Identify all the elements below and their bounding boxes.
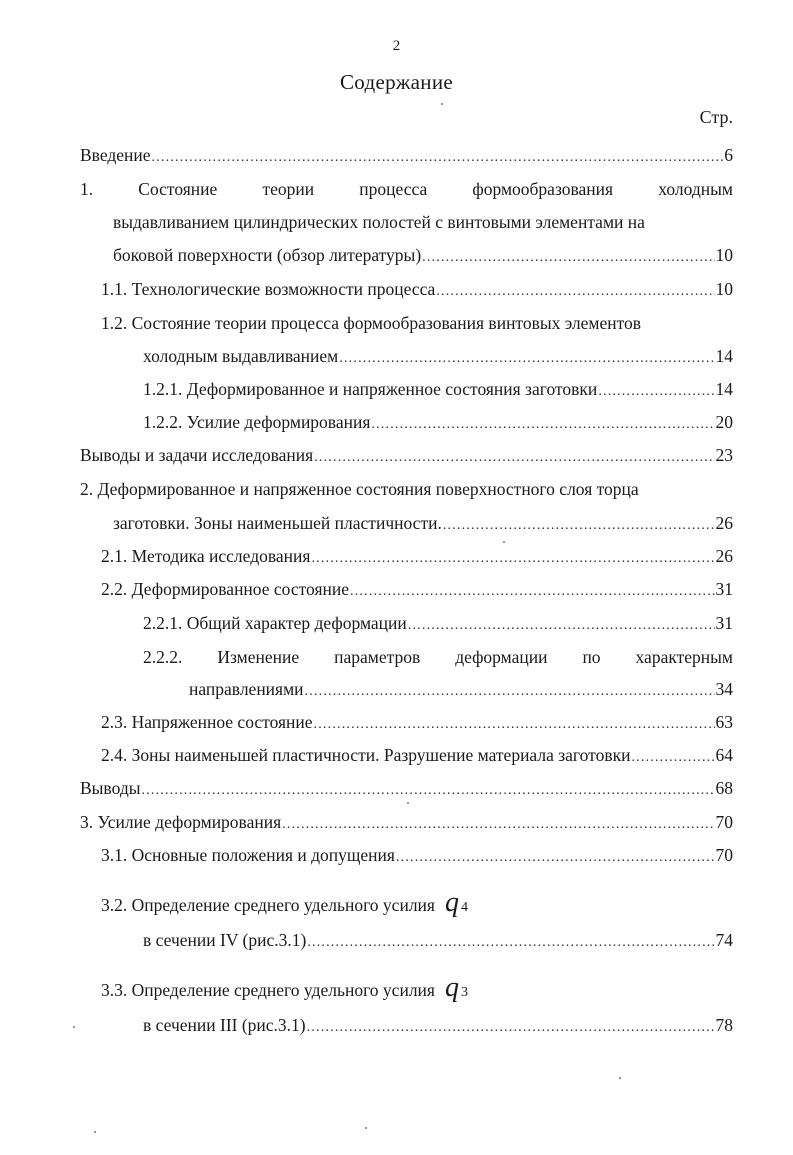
toc-entry-page: 31 (715, 613, 733, 633)
leader-dots (141, 781, 714, 801)
leader-dots (396, 848, 715, 868)
toc-entry-title: 2.2. Деформированное состояние (101, 579, 350, 599)
q-subscript: 4 (460, 900, 468, 915)
word: 2.2.2. (143, 647, 183, 667)
toc-entry-page: 20 (715, 412, 733, 432)
toc-entry-line: 1.2. Состояние теории процесса формообразования винтовых элементов (101, 313, 642, 333)
q-symbol: q (444, 887, 459, 918)
toc-entry (101, 745, 733, 768)
toc-entry (101, 845, 733, 868)
toc-entry-title: 1.1. Технологические возможности процесса (101, 279, 436, 299)
word: Состояние (138, 179, 218, 199)
word: по (582, 647, 601, 667)
toc-entry-page: 26 (715, 513, 733, 533)
toc-entry-title: в сечении III (рис.3.1) (143, 1015, 306, 1035)
toc-entry-title: боковой поверхности (обзор литературы) (113, 245, 422, 265)
toc-entry-title: 3.3. Определение среднего удельного усилия (101, 980, 435, 1000)
scan-speck (441, 103, 443, 105)
toc-entry-line: выдавливанием цилиндрических полостей с винтовыми элементами на (113, 212, 645, 232)
toc-entry (101, 546, 733, 569)
leader-dots (350, 582, 714, 602)
word: деформации (455, 647, 548, 667)
toc-entry (143, 379, 733, 402)
leader-dots (314, 448, 714, 468)
toc-entry-title: Введение (80, 145, 151, 165)
word: формообразования (472, 179, 614, 199)
toc-entry-title: направлениями (189, 679, 304, 699)
scan-speck (503, 541, 505, 543)
toc-entry-line (143, 1015, 733, 1038)
toc-entry-title: Выводы (80, 778, 141, 798)
toc-entry-title: в сечении IV (рис.3.1) (143, 930, 307, 950)
toc-entry-title: холодным выдавливанием (143, 346, 339, 366)
leader-dots (339, 349, 714, 369)
toc-entry-title: 2.2.1. Общий характер деформации (143, 613, 407, 633)
toc-entry-line (101, 887, 468, 918)
toc-entry-page: 31 (715, 579, 733, 599)
toc-entry-page: 70 (715, 812, 733, 832)
word: холодным (658, 179, 733, 199)
toc-entry (80, 145, 733, 168)
page-title: Содержание (339, 70, 454, 94)
word: теории (262, 179, 315, 199)
toc-entry-page: 10 (715, 245, 733, 265)
leader-dots (282, 815, 714, 835)
leader-dots (314, 715, 715, 735)
page-column-label: Стр. (699, 107, 733, 127)
leader-dots (436, 282, 714, 302)
word: процесса (359, 179, 428, 199)
toc-entry (80, 812, 733, 835)
toc-entry-page: 64 (715, 745, 733, 765)
toc-entry-page: 74 (715, 930, 733, 950)
toc-entry-line (189, 679, 733, 702)
word: характерным (635, 647, 733, 667)
toc-entry-title: 2.3. Напряженное состояние (101, 712, 313, 732)
leader-dots (598, 382, 714, 402)
leader-dots (631, 748, 714, 768)
toc-entry-line (143, 647, 733, 667)
leader-dots (305, 682, 715, 702)
toc-entry-title: 3.1. Основные положения и допущения (101, 845, 395, 865)
toc-entry-title: 2.4. Зоны наименьшей пластичности. Разрушение материала заготовки (101, 745, 631, 765)
toc-entry-line (113, 513, 733, 536)
q-subscript: 3 (460, 985, 468, 1000)
leader-dots (443, 516, 715, 536)
toc-entry-page: 6 (724, 145, 733, 165)
toc-entry-title: Выводы и задачи исследования (80, 445, 314, 465)
scan-speck (407, 802, 409, 804)
leader-dots (307, 933, 714, 953)
toc-entry-page: 14 (715, 346, 733, 366)
toc-entry-page: 70 (715, 845, 733, 865)
leader-dots (307, 1018, 715, 1038)
toc-entry (80, 778, 733, 801)
word: параметров (334, 647, 421, 667)
toc-entry-line (113, 245, 733, 268)
toc-entry-title: 3. Усилие деформирования (80, 812, 282, 832)
toc-entry (80, 445, 733, 468)
scan-speck (73, 1026, 75, 1028)
toc-entry-page: 23 (715, 445, 733, 465)
leader-dots (422, 248, 714, 268)
toc-entry-page: 63 (715, 712, 733, 732)
toc-entry-line: 2. Деформированное и напряженное состояния поверхностного слоя торца (80, 479, 639, 499)
leader-dots (408, 616, 715, 636)
toc-entry-page: 68 (715, 778, 733, 798)
word: 1. (80, 179, 94, 199)
toc-entry (101, 279, 733, 302)
toc-entry-page: 14 (715, 379, 733, 399)
scan-speck (94, 1131, 96, 1133)
toc-entry-page: 26 (715, 546, 733, 566)
toc-entry (143, 412, 733, 435)
word: Изменение (217, 647, 300, 667)
page-number: 2 (392, 38, 401, 54)
toc-entry-line (80, 179, 733, 199)
toc-entry-page: 78 (715, 1015, 733, 1035)
toc-entry-title: 1.2.2. Усилие деформирования (143, 412, 371, 432)
toc-entry (101, 579, 733, 602)
toc-entry (143, 613, 733, 636)
leader-dots (311, 549, 714, 569)
toc-entry-line (143, 346, 733, 369)
scan-speck (619, 1077, 621, 1079)
toc-entry-title: заготовки. Зоны наименьшей пластичности. (113, 513, 442, 533)
q-symbol: q (444, 972, 459, 1003)
toc-entry-page: 34 (715, 679, 733, 699)
toc-entry (101, 712, 733, 735)
toc-entry-line (101, 972, 468, 1003)
toc-entry-title: 3.2. Определение среднего удельного усилия (101, 895, 435, 915)
toc-entry-line (143, 930, 733, 953)
scan-speck (365, 1127, 367, 1129)
leader-dots (152, 148, 724, 168)
leader-dots (371, 415, 714, 435)
toc-entry-title: 1.2.1. Деформированное и напряженное состояния заготовки (143, 379, 598, 399)
toc-entry-title: 2.1. Методика исследования (101, 546, 311, 566)
toc-entry-page: 10 (715, 279, 733, 299)
